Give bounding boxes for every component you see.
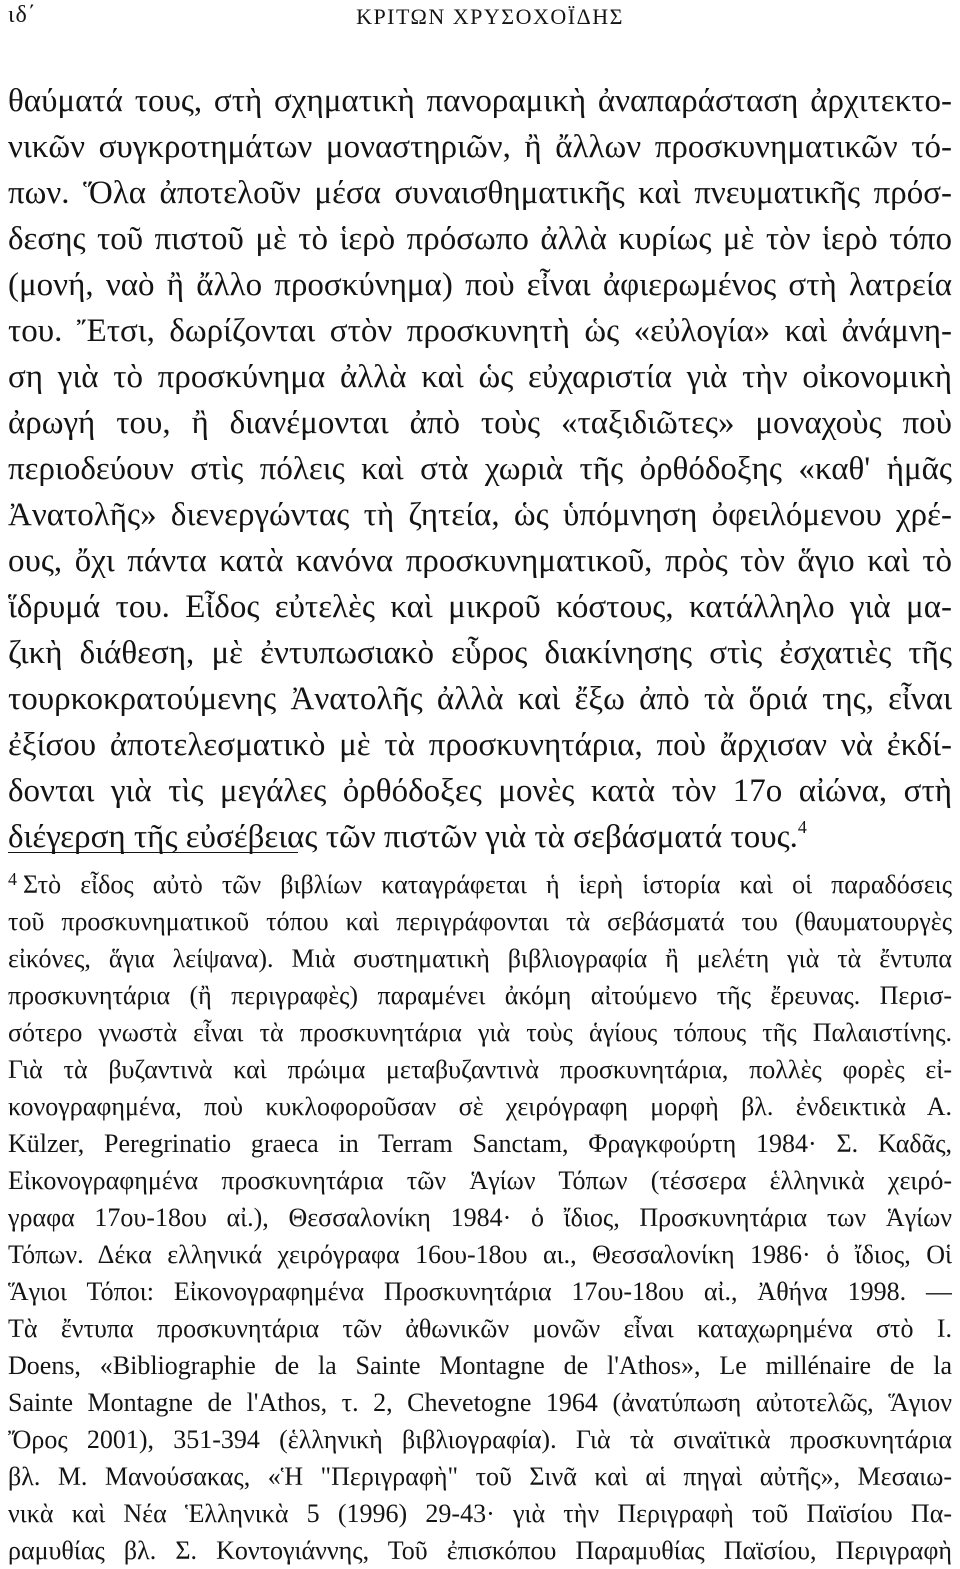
text-line: τουρκοκρατούμενης Ἀνατολῆς ἀλλὰ καὶ ἔξω ἀπὸ τὰ ὅριά της, εἶναι — [8, 681, 952, 717]
footnote-line: Γιὰ τὰ βυζαντινὰ καὶ πρώιμα μεταβυζαντινὰ προσκυνητάρια, πολλὲς φορὲς εἰ- — [8, 1055, 952, 1084]
running-head-author: ΚΡΙΤΩΝ ΧΡΥΣΟΧΟΪΔΗΣ — [356, 4, 624, 29]
text-line: δεσης τοῦ πιστοῦ μὲ τὸ ἱερὸ πρόσωπο ἀλλὰ κυρίως μὲ τὸν ἱερὸ τόπο — [8, 221, 952, 257]
footnote-line: Τόπων. Δέκα ελληνικά χειρόγραφα 16ου-18ου αι., Θεσσαλονίκη 1986· ὁ ἴδιος, Οἱ — [8, 1240, 952, 1269]
text-line: ἐξίσου ἀποτελεσματικὸ μὲ τὰ προσκυνητάρια, ποὺ ἄρχισαν νὰ ἐκδί- — [8, 727, 952, 763]
text-line: του. Ἔτσι, δωρίζονται στὸν προσκυνητὴ ὡς «εὐλογία» καὶ ἀνάμνη- — [8, 313, 952, 349]
text-line: πων. Ὅλα ἀποτελοῦν μέσα συναισθηματικῆς καὶ πνευματικῆς πρόσ- — [8, 175, 952, 211]
footnote-line: Εἰκονογραφημένα προσκυνητάρια τῶν Ἁγίων Τόπων (τέσσερα ἑλληνικὰ χειρό- — [8, 1166, 952, 1195]
footnote — [8, 866, 952, 1569]
text-line: ἀρωγή του, ἢ διανέμονται ἀπὸ τοὺς «ταξιδιῶτες» μοναχοὺς ποὺ — [8, 405, 952, 441]
footnote-line-content: Στὸ εἶδος αὐτὸ τῶν βιβλίων καταγράφεται ἡ ἱερὴ ἱστορία καὶ οἱ παραδόσεις — [23, 870, 952, 899]
text-line: Ἀνατολῆς» διενεργώντας τὴ ζητεία, ὡς ὑπόμνηση ὀφειλόμενου χρέ- — [8, 497, 952, 533]
running-head — [0, 0, 960, 36]
text-line: νικῶν συγκροτημάτων μοναστηριῶν, ἢ ἄλλων προσκυνηματικῶν τό- — [8, 129, 952, 165]
footnote-line: γραφα 17ου-18ου αἰ.), Θεσσαλονίκη 1984· ὁ ἴδιος, Προσκυνητάρια των Ἁγίων — [8, 1203, 952, 1232]
footnote-line: Doens, «Bibliographie de la Sainte Montagne de l'Athos», Le millénaire de la — [8, 1351, 952, 1380]
footnote-line: Külzer, Peregrinatio graeca in Terram Sanctam, Φραγκφούρτη 1984· Σ. Καδᾶς, — [8, 1129, 952, 1158]
footnote-reference[interactable]: 4 — [797, 817, 807, 837]
footnote-divider — [8, 852, 298, 853]
footnote-line: ραμυθίας βλ. Σ. Κοντογιάννης, Τοῦ ἐπισκόπου Παραμυθίας Παϊσίου, Περιγραφὴ — [8, 1536, 952, 1565]
text-line: ση γιὰ τὸ προσκύνημα ἀλλὰ καὶ ὡς εὐχαριστία γιὰ τὴν οἰκονομικὴ — [8, 359, 952, 395]
footnote-line: κονογραφημένα, ποὺ κυκλοφοροῦσαν σὲ χειρόγραφη μορφὴ βλ. ἐνδεικτικὰ Α. — [8, 1092, 952, 1121]
footnote-number: 4 — [8, 869, 17, 889]
footnote-line — [8, 866, 952, 903]
footnote-line: Τὰ ἔντυπα προσκυνητάρια τῶν ἀθωνικῶν μονῶν εἶναι καταχωρημένα στὸ Ι. — [8, 1314, 952, 1343]
page-number: ιδ΄ — [8, 2, 37, 28]
text-line: περιοδεύουν στὶς πόλεις καὶ στὰ χωριὰ τῆς ὀρθόδοξης «καθ' ἡμᾶς — [8, 451, 952, 487]
text-line: δονται γιὰ τὶς μεγάλες ὀρθόδοξες μονὲς κατὰ τὸν 17ο αἰώνα, στὴ — [8, 773, 952, 809]
footnote-line: Ὄρος 2001), 351-394 (ἑλληνικὴ βιβλιογραφία). Γιὰ τὰ σιναϊτικὰ προσκυνητάρια — [8, 1425, 952, 1454]
footnote-line: τοῦ προσκυνηματικοῦ τόπου καὶ περιγράφονται τὰ σεβάσματά του (θαυματουργὲς — [8, 907, 952, 936]
text-line: θαύματά τους, στὴ σχηματικὴ πανοραμικὴ ἀναπαράσταση ἀρχιτεκτο- — [8, 83, 952, 119]
main-text-paragraph — [8, 78, 952, 860]
footnote-line: βλ. Μ. Μανούσακας, «Ἡ "Περιγραφὴ" τοῦ Σινᾶ καὶ αἱ πηγαὶ αὐτῆς», Μεσαιω- — [8, 1462, 952, 1491]
text-line: ζικὴ διάθεση, μὲ ἐντυπωσιακὸ εὗρος διακίνησης στὶς ἐσχατιὲς τῆς — [8, 635, 952, 671]
text-line: (μονή, ναὸ ἢ ἄλλο προσκύνημα) ποὺ εἶναι ἀφιερωμένος στὴ λατρεία — [8, 267, 952, 303]
text-line: ους, ὄχι πάντα κατὰ κανόνα προσκυνηματικοῦ, πρὸς τὸν ἅγιο καὶ τὸ — [8, 543, 952, 579]
text-line-last — [8, 814, 952, 860]
text-line: ἵδρυμά του. Εἶδος εὐτελὲς καὶ μικροῦ κόστους, κατάλληλο γιὰ μα- — [8, 589, 952, 625]
footnote-line: Ἅγιοι Τόποι: Εἰκονογραφημένα Προσκυνητάρια 17ου-18ου αἰ., Ἀθήνα 1998. — — [8, 1277, 952, 1306]
footnote-line: νικὰ καὶ Νέα Ἑλληνικὰ 5 (1996) 29-43· γιὰ τὴν Περιγραφὴ τοῦ Παϊσίου Πα- — [8, 1499, 952, 1528]
footnote-line: προσκυνητάρια (ἢ περιγραφὲς) παραμένει ἀκόμη αἰτούμενο τῆς ἔρευνας. Περισ- — [8, 981, 952, 1010]
footnote-line: σότερο γνωστὰ εἶναι τὰ προσκυνητάρια γιὰ τοὺς ἁγίους τόπους τῆς Παλαιστίνης. — [8, 1018, 952, 1047]
text-line-content: διέγερση τῆς εὐσέβειας τῶν πιστῶν γιὰ τὰ σεβάσματά τους. — [8, 819, 798, 855]
footnote-line: εἰκόνες, ἅγια λείψανα). Μιὰ συστηματικὴ βιβλιογραφία ἢ μελέτη γιὰ τὰ ἔντυπα — [8, 944, 952, 973]
footnote-line: Sainte Montagne de l'Athos, τ. 2, Chevetogne 1964 (ἀνατύπωση αὐτοτελῶς, Ἅγιον — [8, 1388, 952, 1417]
